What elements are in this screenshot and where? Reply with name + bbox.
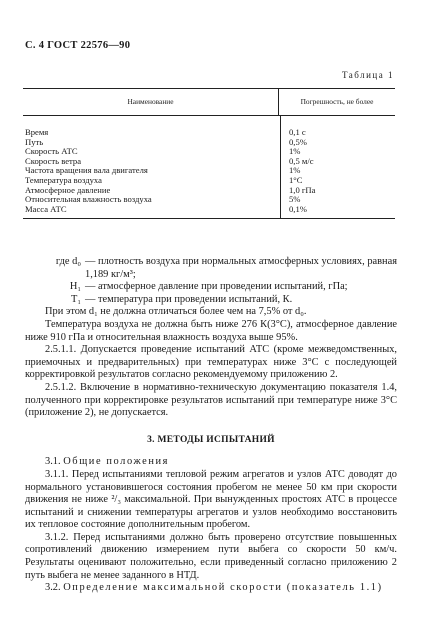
definition-symbol: T₁ [71,293,81,305]
table-row-name: Скорость АТС [25,146,78,157]
table-row-value: 1°С [289,174,303,185]
subsection-title: Определение максимальной скорости (показатель 1.1) [63,582,383,594]
table-row-value: 0,1% [289,203,307,214]
subsection-number: 3.2. [45,582,61,594]
table-row-name: Атмосферное давление [25,184,111,195]
table-row-name: Частота вращения вала двигателя [25,165,148,176]
paragraph-3-1-1: 3.1.1. Перед испытаниями тепловой режим агрегатов и узлов АТС доводят до нормального установившегося состояния пробегом не менее 50 км при скорости движения не ниже ²/₃ максимальной. При вынужденных простоях АТС в процессе испытаний и снижении температуры агрегатов и узлов необходимо восстановить их тепловое состояние дополнительным пробегом. [25,468,397,531]
paragraph: Температура воздуха не должна быть ниже 276 К(3°С), атмосферное давление ниже 910 гПа и относительная влажность воздуха выше 95%. [25,318,397,343]
definition-text: — атмосферное давление при проведении испытаний, гПа; [85,281,348,293]
subsection-heading-3-1 [25,456,397,469]
table-row-value: 1,0 гПа [289,184,316,195]
table-row-value: 1% [289,165,301,176]
subsection-heading-3-2 [25,582,397,595]
table-row-name: Температура воздуха [25,174,102,185]
definition-text: — температура при проведении испытаний, К. [85,293,293,305]
table-bottom-rule [23,218,395,219]
definition-item [25,256,397,281]
paragraph-3-1-2: 3.1.2. Перед испытаниями должно быть проверено отсутствие повышенных сопротивлений движению измерением пути выбега со скорости 50 км/ч. Результаты оценивают положительно, если приведенный согласно приложению 2 путь выбега не менее заданного в НТД. [25,531,397,581]
table-header-row [23,89,395,116]
table-row-value: 1% [289,146,301,157]
paragraph: При этом d₁ не должна отличаться более чем на 7,5% от d₀. [45,306,307,318]
definition-item [25,294,397,307]
table-row-value: 0,5% [289,136,307,147]
table-row-value: 0,5 м/с [289,155,314,166]
column-header-error: Погрешность, не более [278,89,395,115]
table-row-name: Время [25,127,49,137]
table-names-column [23,116,280,218]
definition-item [25,281,397,294]
section-title: 3. МЕТОДЫ ИСПЫТАНИЙ [147,434,275,445]
subsection-title: Общие положения [63,456,170,468]
subsection-number: 3.1. [45,456,61,468]
table-row-name: Масса АТС [25,203,67,214]
paragraph-2-5-1-1: 2.5.1.1. Допускается проведение испытаний АТС (кроме межведомственных, приемочных и предварительных) при температурах ниже 3°С с последующей корректировкой результатов согласно рекомендуемому приложению 2. [25,344,397,381]
table-row-name: Скорость ветра [25,155,82,166]
paragraph-2-5-1-2: 2.5.1.2. Включение в нормативно-техническую документацию показателя 1.4, полученного при корректировке результатов испытаний при температуре ниже 3°С (приложение 2), не допускается. [25,381,397,419]
body-text [25,256,397,595]
table-values-column [280,116,395,218]
parameters-table [23,88,395,219]
table-caption: Таблица 1 [342,70,394,80]
table-row-name: Относительная влажность воздуха [25,194,152,205]
definition-symbol: H₁ [69,281,81,293]
table-row-name: Путь [25,136,44,147]
table-row-value: 0,1 с [289,127,306,137]
table-body [23,116,395,218]
column-header-name: Наименование [127,97,174,107]
definition-symbol: где d₀ [55,256,81,267]
page-header: С. 4 ГОСТ 22576—90 [25,40,131,51]
definition-text: — плотность воздуха при нормальных атмосферных условиях, равная 1,189 кг/м³; [85,256,397,280]
table-row-value: 5% [289,194,301,205]
